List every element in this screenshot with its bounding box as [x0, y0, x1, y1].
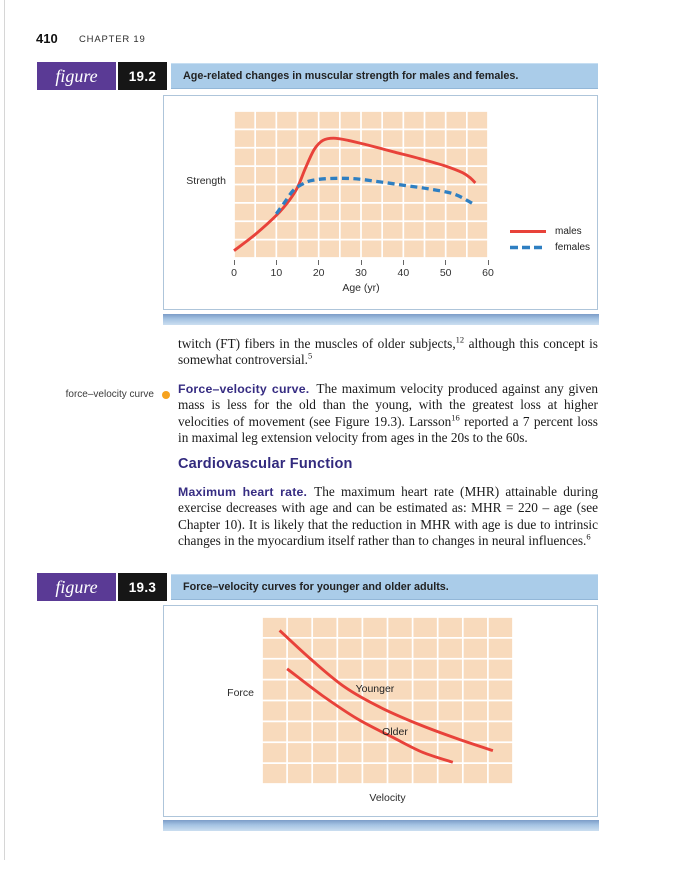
- figure-tag-19-2: figure: [37, 62, 116, 90]
- figure-caption-19-3: Force–velocity curves for younger and older adults.: [171, 574, 598, 600]
- paragraph-twitch-fibers: [178, 336, 598, 369]
- x-tick-label: 20: [312, 267, 325, 279]
- figure-19-3-bottom-strip: [163, 820, 599, 831]
- figure-19-3-panel: [163, 605, 598, 817]
- page-number: 410: [36, 31, 58, 46]
- curve-label-Younger: Younger: [355, 682, 395, 695]
- page-edge-line: [4, 0, 5, 860]
- legend-label: females: [555, 241, 591, 253]
- x-axis-label-age: Age (yr): [342, 282, 380, 294]
- x-tick-mark: [445, 260, 446, 265]
- x-tick-mark: [403, 260, 404, 265]
- x-tick-label: 0: [231, 267, 237, 279]
- figure-19-3-plot: [262, 617, 513, 784]
- figure-19-2-bottom-strip: [163, 314, 599, 325]
- legend-swatch-icon: [509, 228, 547, 235]
- x-axis-label-velocity: Velocity: [369, 792, 406, 804]
- x-tick-mark: [276, 260, 277, 265]
- section-heading-cardiovascular: Cardiovascular Function: [178, 456, 353, 472]
- chapter-header: CHAPTER 19: [79, 34, 146, 45]
- paragraph-text: The maximum velocity produced against any given mass is less for the old than the young, with the greatest loss at higher velocities of movement (see Figure 19.3). Larsson$^{16}$ reported a 7 percent loss in maximal leg extension velocity from ages in the 20s to the 60s.: [178, 381, 599, 446]
- paragraph-text: twitch (FT) fibers in the muscles of older subjects,$^{12}$ although this concept is somewhat controversial.$^5$: [178, 334, 598, 368]
- paragraph-max-heart-rate: [178, 484, 598, 550]
- x-tick-label: 50: [439, 267, 452, 279]
- y-axis-label-strength: Strength: [186, 175, 226, 187]
- x-tick-mark: [361, 260, 362, 265]
- x-tick-label: 60: [482, 267, 494, 279]
- margin-note: [20, 389, 170, 400]
- x-tick-mark: [488, 260, 489, 265]
- paragraph-leadin: Maximum heart rate.: [178, 485, 308, 499]
- legend-item-females: [509, 239, 590, 255]
- paragraph-force-velocity: [178, 381, 598, 447]
- x-tick-label: 10: [270, 267, 283, 279]
- x-tick-mark: [318, 260, 319, 265]
- curve-label-Older: Older: [382, 726, 408, 739]
- figure-19-2-plot: [234, 111, 488, 258]
- legend: [509, 223, 590, 255]
- x-tick-label: 40: [397, 267, 410, 279]
- margin-note-bullet-icon: [162, 391, 170, 399]
- y-axis-label-force: Force: [227, 687, 254, 699]
- x-tick-mark: [234, 260, 235, 265]
- legend-label: males: [555, 225, 582, 237]
- paragraph-text: The maximum heart rate (MHR) attainable during exercise decreases with age and can be estimated as: MHR = 220 – age (see Chapter 10). It is likely that the reduction in MHR with age is due to intrinsic changes in the myocardium itself rather than to changes in neural influences.$^6$: [178, 484, 598, 549]
- figure-number-19-2: 19.2: [118, 62, 167, 90]
- legend-item-males: [509, 223, 590, 239]
- paragraph-leadin: Force–velocity curve.: [178, 382, 310, 396]
- margin-note-label: force–velocity curve: [65, 389, 154, 400]
- figure-19-2-panel: [163, 95, 598, 310]
- figure-tag-19-3: figure: [37, 573, 116, 601]
- figure-caption-19-2: Age-related changes in muscular strength for males and females.: [171, 63, 598, 89]
- legend-swatch-icon: [509, 244, 547, 251]
- figure-number-19-3: 19.3: [118, 573, 167, 601]
- x-tick-label: 30: [355, 267, 367, 279]
